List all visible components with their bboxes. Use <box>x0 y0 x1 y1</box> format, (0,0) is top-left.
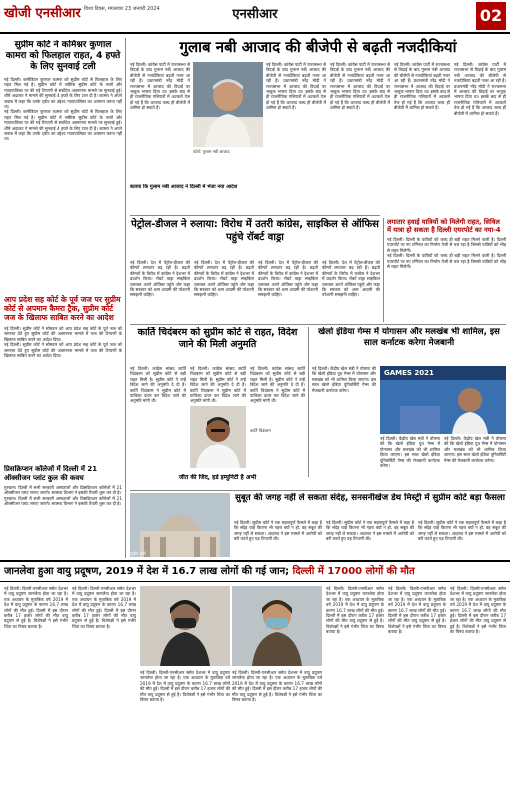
story-petrol-body-col2: नई दिल्ली। देश में पेट्रोल-डीजल की कीमतें लगातार बढ़ रही हैं। बढ़ती कीमतों के विरोध में कांग्रेस ने देशभर में प्रदर्शन किया। रॉबर्ट वाड्रा साइकिल चलाकर अपने ऑफिस पहुंचे और कहा कि सरकार को आम आदमी की परेशानी समझनी चाहिए। <box>194 260 254 298</box>
pollution-headline[interactable] <box>4 564 506 580</box>
chidambaram-photo-caption: कार्ति चिदंबरम <box>250 428 271 433</box>
chidambaram-photo <box>190 406 246 468</box>
story-pollution-body-col7: नई दिल्ली। दिल्ली-एनसीआर समेत देशभर में वायु प्रदूषण जानलेवा होता जा रहा है। एक अध्ययन के मुताबिक वर्ष 2019 में देश में वायु प्रदूषण के कारण 16.7 लाख लोगों की मौत हुई। दिल्ली में इस दौरान करीब 17 हजार लोगों की मौत वायु प्रदूषण से हुई है। विशेषज्ञों ने इसे गंभीर चिंता का विषय बताया है। <box>450 586 506 635</box>
newspaper-title: खोजी एनसीआर <box>4 6 81 21</box>
story-khelo-body-col2: नई दिल्ली। केंद्रीय खेल मंत्री ने घोषणा की कि खेलो इंडिया यूथ गेम्स में योगासन और मलखंब को भी शामिल किया जाएगा। इस साल खेलो इंडिया यूनिवर्सिटी गेम्स की मेजबानी कर्नाटक करेगा। <box>380 436 440 469</box>
story-khelo <box>312 327 506 363</box>
section-title: एनसीआर <box>232 7 278 22</box>
story-petrol <box>130 218 380 258</box>
azad-photo <box>193 62 263 147</box>
story-body: नई दिल्ली। सुप्रीम कोर्ट ने सोमवार को आप प्रदेश सह कोर्ट के पूर्व जज को जमानत देते हुए सुप्रीम कोर्ट की अवमानना मामले में जज की टिप्पणी के खिलाफ साबित करने का आदेश दिया। <box>4 326 122 342</box>
story-headline[interactable]: प्रिसक्रिप्शन कॉलेजों में दिल्ली में 21 ऑक्सीजन प्लांट कुल की कवच <box>4 465 98 482</box>
story-petrol-body-col3: नई दिल्ली। देश में पेट्रोल-डीजल की कीमतें लगातार बढ़ रही हैं। बढ़ती कीमतों के विरोध में कांग्रेस ने देशभर में प्रदर्शन किया। रॉबर्ट वाड्रा साइकिल चलाकर अपने ऑफिस पहुंचे और कहा कि सरकार को आम आदमी की परेशानी समझनी चाहिए। <box>258 260 318 298</box>
story-azad-body-col4: नई दिल्ली। कांग्रेस पार्टी में राज्यसभा से विदाई के बाद गुलाम नबी आजाद की बीजेपी से नजदीकियां बढ़ती नजर आ रही हैं। प्रधानमंत्री नरेंद्र मोदी ने राज्यसभा में आजाद की विदाई पर भावुक भाषण दिया था। इसके बाद से ही राजनीतिक गलियारों में अटकलें तेज हो गई हैं कि आजाद जल्द ही बीजेपी में शामिल हो सकते हैं। <box>394 62 450 111</box>
story-petrol-body-col4: नई दिल्ली। देश में पेट्रोल-डीजल की कीमतें लगातार बढ़ रही हैं। बढ़ती कीमतों के विरोध में कांग्रेस ने देशभर में प्रदर्शन किया। रॉबर्ट वाड्रा साइकिल चलाकर अपने ऑफिस पहुंचे और कहा कि सरकार को आम आदमी की परेशानी समझनी चाहिए। <box>322 260 380 298</box>
story-azad-body-col1: नई दिल्ली। कांग्रेस पार्टी में राज्यसभा से विदाई के बाद गुलाम नबी आजाद की बीजेपी से नजदीकियां बढ़ती नजर आ रही हैं। प्रधानमंत्री नरेंद्र मोदी ने राज्यसभा में आजाद की विदाई पर भावुक भाषण दिया था। इसके बाद से ही राजनीतिक गलियारों में अटकलें तेज हो गई हैं कि आजाद जल्द ही बीजेपी में शामिल हो सकते हैं। <box>130 62 190 111</box>
story-pollution-body-col3: नई दिल्ली। दिल्ली-एनसीआर समेत देशभर में वायु प्रदूषण जानलेवा होता जा रहा है। एक अध्ययन के मुताबिक वर्ष 2019 में देश में वायु प्रदूषण के कारण 16.7 लाख लोगों की मौत हुई। दिल्ली में इस दौरान करीब 17 हजार लोगों की मौत वायु प्रदूषण से हुई है। विशेषज्ञों ने इसे गंभीर चिंता का विषय बताया है। <box>140 670 230 703</box>
pollution-headline-part2: दिल्ली में 17000 लोगों की मौत <box>292 566 415 577</box>
column-divider <box>308 327 309 477</box>
story-ajanta <box>4 295 122 407</box>
story-pollution-body-col4: नई दिल्ली। दिल्ली-एनसीआर समेत देशभर में वायु प्रदूषण जानलेवा होता जा रहा है। एक अध्ययन के मुताबिक वर्ष 2019 में देश में वायु प्रदूषण के कारण 16.7 लाख लोगों की मौत हुई। दिल्ली में इस दौरान करीब 17 हजार लोगों की मौत वायु प्रदूषण से हुई है। विशेषज्ञों ने इसे गंभीर चिंता का विषय बताया है। <box>232 670 322 703</box>
page-number: 02 <box>476 2 506 30</box>
story-azad-body-col2: नई दिल्ली। कांग्रेस पार्टी में राज्यसभा से विदाई के बाद गुलाम नबी आजाद की बीजेपी से नजदीकियां बढ़ती नजर आ रही हैं। प्रधानमंत्री नरेंद्र मोदी ने राज्यसभा में आजाद की विदाई पर भावुक भाषण दिया था। इसके बाद से ही राजनीतिक गलियारों में अटकलें तेज हो गई हैं कि आजाद जल्द ही बीजेपी में शामिल हो सकते हैं। <box>266 62 326 111</box>
story-headline[interactable]: पेट्रोल-डीजल ने रुलाया: विरोध में उतरी कांग्रेस, साइकिल से ऑफिस पहुंचे रॉबर्ट वाड्रा <box>131 219 379 243</box>
story-pollution-body-col1: नई दिल्ली। दिल्ली-एनसीआर समेत देशभर में वायु प्रदूषण जानलेवा होता जा रहा है। एक अध्ययन के मुताबिक वर्ष 2019 में देश में वायु प्रदूषण के कारण 16.7 लाख लोगों की मौत हुई। दिल्ली में इस दौरान करीब 17 हजार लोगों की मौत वायु प्रदूषण से हुई है। विशेषज्ञों ने इसे गंभीर चिंता का विषय बताया है। <box>4 586 68 629</box>
supreme-court-photo <box>130 493 230 557</box>
story-khelo-body-col1: नई दिल्ली। केंद्रीय खेल मंत्री ने घोषणा की कि खेलो इंडिया यूथ गेम्स में योगासन और मलखंब को भी शामिल किया जाएगा। इस साल खेलो इंडिया यूनिवर्सिटी गेम्स की मेजबानी कर्नाटक करेगा। <box>312 366 376 393</box>
story-hospitals <box>4 465 122 557</box>
chidambaram-sub-headline: जीत की जिद, हर्ड इम्युनिटी है अभी <box>178 474 257 481</box>
story-body-continued: गुरुग्राम। दिल्ली में सभी सरकारी अस्पतालों और प्रिसक्रिप्शन कॉलेजों में 21 ऑक्सीजन प्लांट लगाए जाएंगे। स्वास्थ्य विभाग ने इसकी तैयारी शुरू कर दी है। <box>4 495 122 507</box>
story-petrol-body-col1: नई दिल्ली। देश में पेट्रोल-डीजल की कीमतें लगातार बढ़ रही हैं। बढ़ती कीमतों के विरोध में कांग्रेस ने देशभर में प्रदर्शन किया। रॉबर्ट वाड्रा साइकिल चलाकर अपने ऑफिस पहुंचे और कहा कि सरकार को आम आदमी की परेशानी समझनी चाहिए। <box>130 260 190 298</box>
story-pollution-body-col5: नई दिल्ली। दिल्ली-एनसीआर समेत देशभर में वायु प्रदूषण जानलेवा होता जा रहा है। एक अध्ययन के मुताबिक वर्ष 2019 में देश में वायु प्रदूषण के कारण 16.7 लाख लोगों की मौत हुई। दिल्ली में इस दौरान करीब 17 हजार लोगों की मौत वायु प्रदूषण से हुई है। विशेषज्ञों ने इसे गंभीर चिंता का विषय बताया है। <box>326 586 384 635</box>
story-azad-body-col3: नई दिल्ली। कांग्रेस पार्टी में राज्यसभा से विदाई के बाद गुलाम नबी आजाद की बीजेपी से नजदीकियां बढ़ती नजर आ रही हैं। प्रधानमंत्री नरेंद्र मोदी ने राज्यसभा में आजाद की विदाई पर भावुक भाषण दिया था। इसके बाद से ही राजनीतिक गलियारों में अटकलें तेज हो गई हैं कि आजाद जल्द ही बीजेपी में शामिल हो सकते हैं। <box>330 62 390 111</box>
supreme-court-photo-caption: सुप्रीम कोर्ट <box>130 551 146 556</box>
story-sushant <box>234 493 506 523</box>
story-sushant-body-col2: नई दिल्ली। सुप्रीम कोर्ट ने एक महत्वपूर्ण फैसले में कहा है कि संदेह चाहे कितना भी गहरा क्यों न हो, वह सबूत की जगह नहीं ले सकता। अदालत ने इस मामले में आरोपी को बरी करते हुए यह टिप्पणी की। <box>326 520 414 542</box>
story-pollution-body-col2: नई दिल्ली। दिल्ली-एनसीआर समेत देशभर में वायु प्रदूषण जानलेवा होता जा रहा है। एक अध्ययन के मुताबिक वर्ष 2019 में देश में वायु प्रदूषण के कारण 16.7 लाख लोगों की मौत हुई। दिल्ली में इस दौरान करीब 17 हजार लोगों की मौत वायु प्रदूषण से हुई है। विशेषज्ञों ने इसे गंभीर चिंता का विषय बताया है। <box>72 586 136 629</box>
masthead <box>0 0 510 34</box>
pollution-photo-2 <box>232 586 322 666</box>
story-azad-body-col5: नई दिल्ली। कांग्रेस पार्टी में राज्यसभा से विदाई के बाद गुलाम नबी आजाद की बीजेपी से नजदीकियां बढ़ती नजर आ रही हैं। प्रधानमंत्री नरेंद्र मोदी ने राज्यसभा में आजाद की विदाई पर भावुक भाषण दिया था। इसके बाद से ही राजनीतिक गलियारों में अटकलें तेज हो गई हैं कि आजाद जल्द ही बीजेपी में शामिल हो सकते हैं। <box>454 62 506 116</box>
column-divider <box>125 38 126 558</box>
section-divider <box>130 215 380 216</box>
pollution-photo-1 <box>140 586 230 666</box>
story-khelo-body-col3: नई दिल्ली। केंद्रीय खेल मंत्री ने घोषणा की कि खेलो इंडिया यूथ गेम्स में योगासन और मलखंब को भी शामिल किया जाएगा। इस साल खेलो इंडिया यूनिवर्सिटी गेम्स की मेजबानी कर्नाटक करेगा। <box>444 436 506 463</box>
pollution-banner <box>0 560 510 582</box>
story-headline[interactable]: सुप्रीम कोर्ट ने कमिश्नर कुणाल कामरा को फिलहाल राहत, 4 हफ्ते के लिए सुनवाई टली <box>5 40 121 72</box>
story-chidambaram-body-col1: नई दिल्ली। कांग्रेस सांसद कार्ति चिदंबरम को सुप्रीम कोर्ट से बड़ी राहत मिली है। सुप्रीम कोर्ट ने उन्हें विदेश जाने की अनुमति दे दी है। कार्ति चिदंबरम ने सुप्रीम कोर्ट में याचिका दायर कर विदेश जाने की अनुमति मांगी थी। <box>130 366 186 404</box>
story-headline[interactable]: खेलो इंडिया गेम्स में योगासन और मलखंब भी शामिल, इस साल कर्नाटक करेगा मेजबानी <box>318 327 500 348</box>
story-headline[interactable]: सुबूत की जगह नहीं ले सकता संदेह, सनसनीखेज डेथ मिस्ट्री में सुप्रीम कोर्ट बड़ा फैसला <box>235 493 505 503</box>
story-sc-kunal <box>4 40 122 190</box>
story-headline[interactable]: लगातार हवाई यात्रियों को मिलेगी राहत, सिविल में यात्रा हो सकता है दिल्ली एयरपोर्ट का नया-4 <box>387 218 501 234</box>
story-body-continued: नई दिल्ली। कमीडियन कुणाल कामरा को सुप्रीम कोर्ट से फिलहाल के लिए राहत मिल गई है। सुप्रीम कोर्ट में जस्टिस सुप्रीम कोर्ट के जजों और न्यायपालिका पर की गई टिप्पणी से संबंधित अवमानना मामले पर सुनवाई हुई। शीर्ष अदालत ने मामले की सुनवाई 4 हफ्ते के लिए टाल दी है। कामरा ने अपने जवाब में कहा कि उनके ट्वीट का उद्देश्य न्यायपालिका का अपमान करना नहीं था। <box>4 109 122 142</box>
story-headline[interactable]: आप प्रदेश सह कोर्ट के पूर्व जज पर सुप्रीम कोर्ट से अपमान कैमरा ट्रैक, सुप्रीम कोर्ट जज के खिलाफ साबित करने का आदेश <box>4 295 121 322</box>
azad-photo-caption: फोटो: गुलाम नबी आजाद <box>193 149 230 154</box>
story-chidambaram-body-col2: नई दिल्ली। कांग्रेस सांसद कार्ति चिदंबरम को सुप्रीम कोर्ट से बड़ी राहत मिली है। सुप्रीम कोर्ट ने उन्हें विदेश जाने की अनुमति दे दी है। कार्ति चिदंबरम ने सुप्रीम कोर्ट में याचिका दायर कर विदेश जाने की अनुमति मांगी थी। <box>190 366 246 404</box>
story-body-continued: नई दिल्ली। सुप्रीम कोर्ट ने सोमवार को आप प्रदेश सह कोर्ट के पूर्व जज को जमानत देते हुए सुप्रीम कोर्ट की अवमानना मामले में जज की टिप्पणी के खिलाफ साबित करने का आदेश दिया। <box>4 342 122 359</box>
section-divider <box>130 324 506 325</box>
khelo-photo-caption: GAMES 2021 <box>384 369 434 377</box>
story-chidambaram-body-col3: नई दिल्ली। कांग्रेस सांसद कार्ति चिदंबरम को सुप्रीम कोर्ट से बड़ी राहत मिली है। सुप्रीम कोर्ट ने उन्हें विदेश जाने की अनुमति दे दी है। कार्ति चिदंबरम ने सुप्रीम कोर्ट में याचिका दायर कर विदेश जाने की अनुमति मांगी थी। <box>250 366 305 404</box>
column-divider <box>383 218 384 322</box>
story-metro <box>387 218 506 322</box>
khelo-photo <box>380 366 506 434</box>
story-pollution-body-col6: नई दिल्ली। दिल्ली-एनसीआर समेत देशभर में वायु प्रदूषण जानलेवा होता जा रहा है। एक अध्ययन के मुताबिक वर्ष 2019 में देश में वायु प्रदूषण के कारण 16.7 लाख लोगों की मौत हुई। दिल्ली में इस दौरान करीब 17 हजार लोगों की मौत वायु प्रदूषण से हुई है। विशेषज्ञों ने इसे गंभीर चिंता का विषय बताया है। <box>388 586 446 635</box>
section-divider <box>130 490 506 491</box>
story-sushant-body-col1: नई दिल्ली। सुप्रीम कोर्ट ने एक महत्वपूर्ण फैसले में कहा है कि संदेह चाहे कितना भी गहरा क्यों न हो, वह सबूत की जगह नहीं ले सकता। अदालत ने इस मामले में आरोपी को बरी करते हुए यह टिप्पणी की। <box>234 520 322 542</box>
story-body: गुरुग्राम। दिल्ली में सभी सरकारी अस्पतालों और प्रिसक्रिप्शन कॉलेजों में 21 ऑक्सीजन प्लांट लगाए जाएंगे। स्वास्थ्य विभाग ने इसकी तैयारी शुरू कर दी है। <box>4 485 122 496</box>
story-headline[interactable]: कार्ति चिदंबरम को सुप्रीम कोर्ट से राहत, विदेश जाने की मिली अनुमति <box>137 327 298 350</box>
story-body-continued: नई दिल्ली। दिल्ली के यात्रियों को जल्द ही बड़ी राहत मिलने वाली है। दिल्ली एयरपोर्ट पर नए टर्मिनल का निर्माण तेजी से चल रहा है जिससे यात्रियों को भीड़ से राहत मिलेगी। <box>387 253 506 270</box>
story-body: नई दिल्ली। दिल्ली के यात्रियों को जल्द ही बड़ी राहत मिलने वाली है। दिल्ली एयरपोर्ट पर नए टर्मिनल का निर्माण तेजी से चल रहा है जिससे यात्रियों को भीड़ से राहत मिलेगी। <box>387 237 506 253</box>
pollution-headline-part1: जानलेवा हुआ वायु प्रदूषण, 2019 में देश में 16.7 लाख लोगों की गई जान; <box>4 566 290 577</box>
issue-date: विश्व दिवस, मंगलवार 23 जनवरी 2024 <box>84 6 160 12</box>
story-sushant-body-col3: नई दिल्ली। सुप्रीम कोर्ट ने एक महत्वपूर्ण फैसले में कहा है कि संदेह चाहे कितना भी गहरा क्यों न हो, वह सबूत की जगह नहीं ले सकता। अदालत ने इस मामले में आरोपी को बरी करते हुए यह टिप्पणी की। <box>418 520 506 542</box>
story-headline[interactable]: गुलाब नबी आजाद की बीजेपी से बढ़ती नजदीकियां <box>179 38 457 56</box>
azad-sub-headline: बताया कि गुलाम नबी आजाद ने दिल्ली में भेजा नया आदेश <box>130 184 238 190</box>
story-chidambaram <box>130 327 305 363</box>
story-body: नई दिल्ली। कमीडियन कुणाल कामरा को सुप्रीम कोर्ट से फिलहाल के लिए राहत मिल गई है। सुप्रीम कोर्ट में जस्टिस सुप्रीम कोर्ट के जजों और न्यायपालिका पर की गई टिप्पणी से संबंधित अवमानना मामले पर सुनवाई हुई। शीर्ष अदालत ने मामले की सुनवाई 4 हफ्ते के लिए टाल दी है। कामरा ने अपने जवाब में कहा कि उनके ट्वीट का उद्देश्य न्यायपालिका का अपमान करना नहीं था। <box>4 77 122 110</box>
